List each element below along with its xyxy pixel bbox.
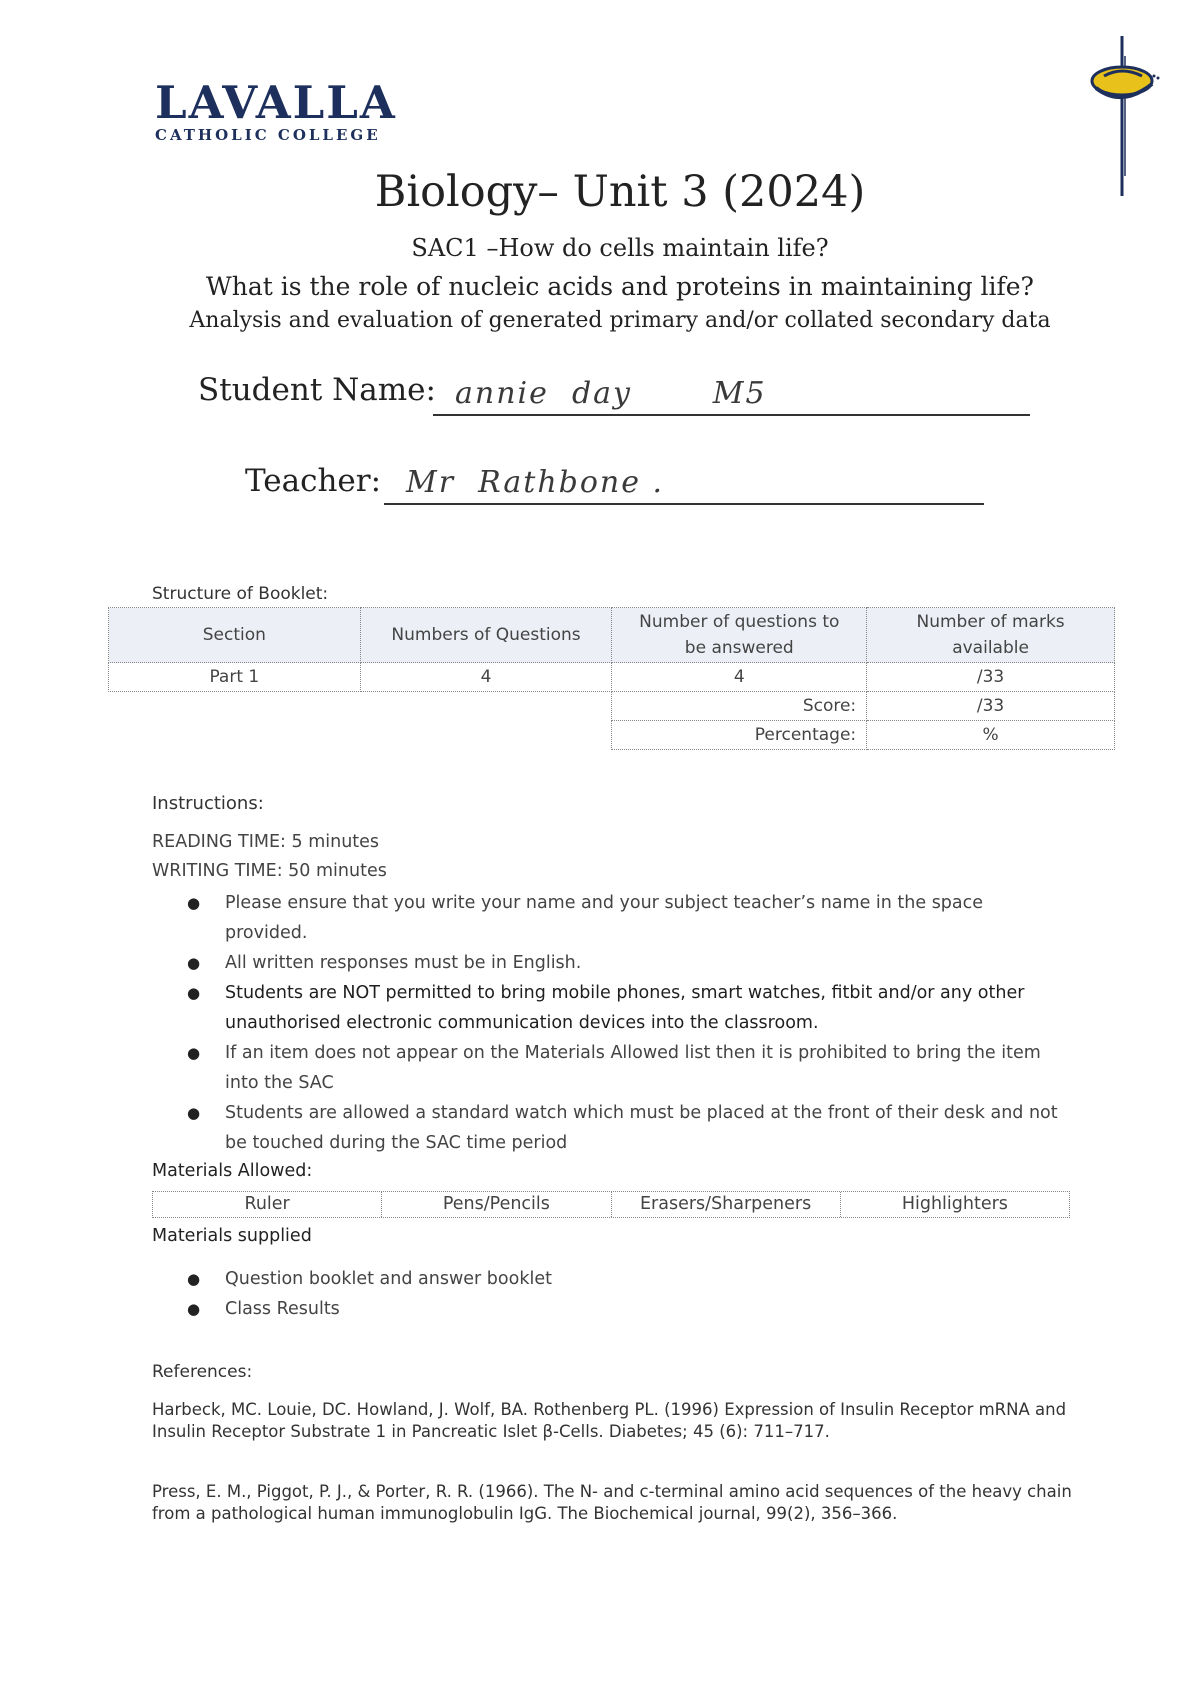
list-item — [185, 1098, 1065, 1158]
teacher-field[interactable] — [384, 467, 984, 505]
blank-cell — [109, 692, 612, 721]
bullet-icon: ● — [187, 984, 201, 1002]
cell-section: Part 1 — [109, 663, 361, 692]
student-name-label: Student Name: — [198, 372, 436, 408]
header-questions-answered: Number of questions to be answered — [612, 608, 867, 663]
percentage-value[interactable]: % — [867, 721, 1115, 750]
material-item: Erasers/Sharpeners — [612, 1192, 841, 1217]
score-value[interactable]: /33 — [867, 692, 1115, 721]
teacher-value: Mr Rathbone . — [406, 465, 665, 500]
list-item-text: Class Results — [225, 1299, 340, 1319]
list-item-text: All written responses must be in English. — [225, 953, 582, 973]
structure-table — [108, 607, 1115, 750]
score-label: Score: — [612, 692, 867, 721]
reading-time: READING TIME: 5 minutes — [152, 832, 380, 852]
student-name-value: annie day M5 — [455, 376, 767, 411]
reference-item: Harbeck, MC. Louie, DC. Howland, J. Wolf, BA. Rothenberg PL. (1996) Expression of Insulin Receptor mRNA and Insulin Receptor Substrate 1 in Pancreatic Islet β-Cells. Diabetes; 45 (6): 711–717. — [152, 1400, 1067, 1441]
list-item-text: If an item does not appear on the Materials Allowed list then it is prohibited to bring the item into the SAC — [225, 1043, 1041, 1093]
sac-question: What is the role of nucleic acids and proteins in maintaining life? — [206, 272, 1034, 301]
cell-num-questions: 4 — [360, 663, 612, 692]
material-item: Pens/Pencils — [382, 1192, 611, 1217]
list-item — [185, 1264, 1065, 1294]
materials-supplied-heading: Materials supplied — [152, 1226, 312, 1246]
bullet-icon: ● — [187, 894, 201, 912]
list-item — [185, 978, 1065, 1038]
list-item — [185, 1038, 1065, 1098]
materials-allowed-heading: Materials Allowed: — [152, 1161, 313, 1181]
bullet-icon: ● — [187, 1044, 201, 1062]
list-item — [185, 1294, 1065, 1324]
college-logo-subtitle: CATHOLIC COLLEGE — [155, 126, 381, 144]
reference-item: Press, E. M., Piggot, P. J., & Porter, R. R. (1966). The N- and c-terminal amino acid sequences of the heavy chain from a pathological human immunoglobulin IgG. The Biochemical journal, 99(2), 356–366. — [152, 1482, 1072, 1523]
sac-focus: Analysis and evaluation of generated primary and/or collated secondary data — [189, 308, 1051, 333]
table-row — [109, 663, 1115, 692]
percentage-label: Percentage: — [612, 721, 867, 750]
list-item-text: Question booklet and answer booklet — [225, 1269, 552, 1289]
page-title: Biology– Unit 3 (2024) — [374, 167, 866, 217]
list-item-text: Students are allowed a standard watch which must be placed at the front of their desk and not be touched during the SAC time period — [225, 1103, 1058, 1153]
bullet-icon: ● — [187, 954, 201, 972]
materials-supplied-list — [185, 1264, 1065, 1324]
list-item — [185, 948, 1065, 978]
instructions-heading: Instructions: — [152, 793, 264, 814]
list-item-text: Students are NOT permitted to bring mobile phones, smart watches, fitbit and/or any other unauthorised electronic communication devices into the classroom. — [225, 983, 1025, 1033]
college-logo-name: LAVALLA — [155, 76, 397, 129]
sac-subtitle: SAC1 –How do cells maintain life? — [411, 234, 829, 262]
score-row — [109, 692, 1115, 721]
percentage-row — [109, 721, 1115, 750]
bullet-icon: ● — [187, 1300, 201, 1318]
table-header-row — [109, 608, 1115, 663]
list-item-text: Please ensure that you write your name and your subject teacher’s name in the space provided. — [225, 893, 984, 943]
instructions-list — [185, 888, 1065, 1158]
writing-time: WRITING TIME: 50 minutes — [152, 861, 387, 881]
references-heading: References: — [152, 1362, 253, 1382]
student-name-field[interactable] — [433, 378, 1030, 416]
header-num-questions: Numbers of Questions — [360, 608, 612, 663]
header-section: Section — [109, 608, 361, 663]
cell-marks-available: /33 — [867, 663, 1115, 692]
bullet-icon: ● — [187, 1104, 201, 1122]
header-marks-available: Number of marks available — [867, 608, 1115, 663]
materials-allowed-table — [152, 1191, 1070, 1218]
blank-cell — [109, 721, 612, 750]
bullet-icon: ● — [187, 1270, 201, 1288]
structure-heading: Structure of Booklet: — [152, 584, 329, 604]
list-item — [185, 888, 1065, 948]
teacher-label: Teacher: — [245, 463, 382, 499]
material-item: Highlighters — [901, 1194, 1008, 1214]
material-item: Ruler — [153, 1192, 382, 1217]
cell-questions-answered: 4 — [612, 663, 867, 692]
